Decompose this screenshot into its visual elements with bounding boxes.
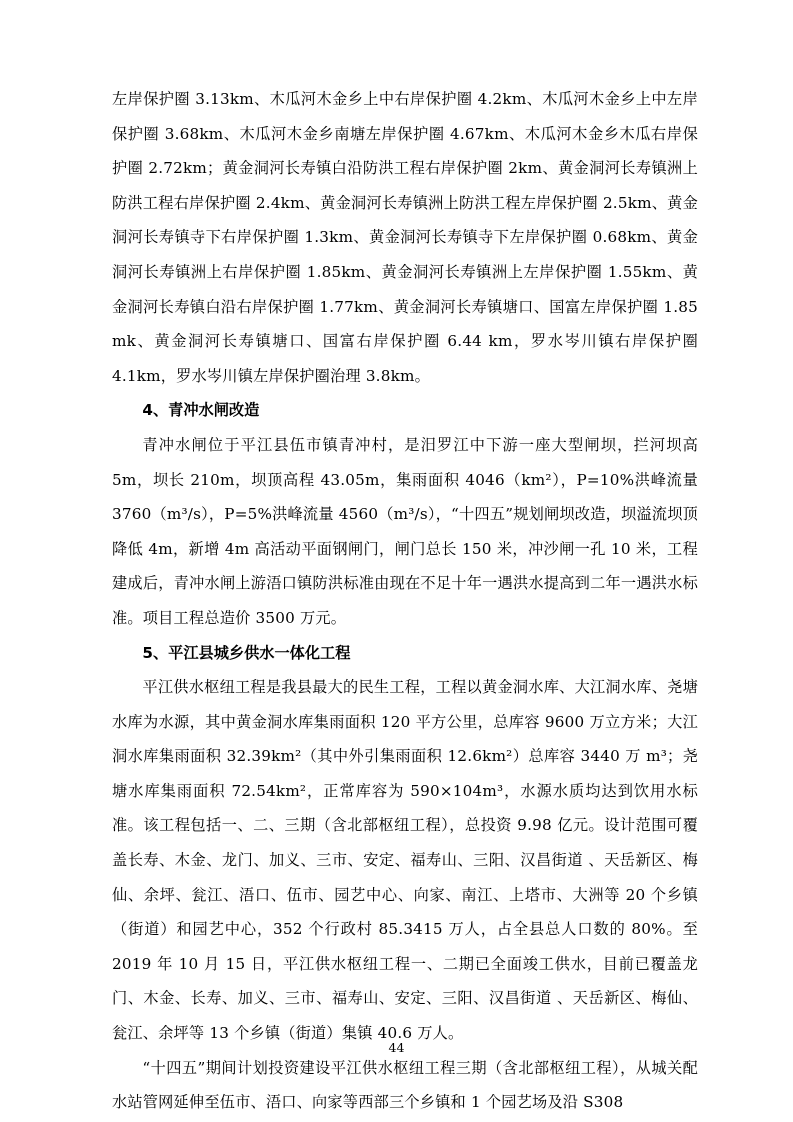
page-number: 44	[388, 1040, 405, 1055]
paragraph-qingchong-sluice-body: 青冲水闸位于平江县伍市镇青冲村，是汨罗江中下游一座大型闸坝，拦河坝高 5m，坝长 210m，坝顶高程 43.05m，集雨面积 4046（km²），P=10%洪峰流量 3760（m³/s），P=5%洪峰流量 4560（m³/s），“十四五”规划闸坝改造，坝溢流坝顶降低 4m，新增 4m 高活动平面钢闸门，闸门总长 150 米，冲沙闸一孔 10 米，工程建成后，青冲水闸上游浯口镇防洪标准由现在不足十年一遇洪水提高到二年一遇洪水标准。项目工程总造价 3500 万元。	[112, 435, 698, 627]
paragraph-water-supply-body-1: 平江供水枢纽工程是我县最大的民生工程，工程以黄金洞水库、大江洞水库、尧塘水库为水源，其中黄金洞水库集雨面积 120 平方公里，总库容 9600 万立方米；大江洞水库集雨面积 32.39km²（其中外引集雨面积 12.6km²）总库容 3440 万 m³；尧塘水库集雨面积 72.54km²，正常库容为 590×104m³，水源水质均达到饮用水标准。该工程包括一、二、三期（含北部枢纽工程），总投资 9.98 亿元。设计范围可覆盖长寿、木金、龙门、加义、三市、安定、福寿山、三阳、汉昌街道 、天岳新区、梅仙、余坪、瓮江、浯口、伍市、园艺中心、向家、南江、上塔市、大洲等 20 个乡镇（街道）和园艺中心，352 个行政村 85.3415 万人，占全县总人口数的 80%。至 2019 年 10 月 15 日，平江供水枢纽工程一、二期已全面竣工供水，目前已覆盖龙门、木金、长寿、加义、三市、福寿山、安定、三阳、汉昌街道 、天岳新区、梅仙、瓮江、余坪等 13 个乡镇（街道）集镇 40.6 万人。	[112, 678, 698, 1043]
page-content	[112, 82, 698, 1120]
heading-qingchong-sluice: 4、青冲水闸改造	[142, 401, 260, 420]
paragraph-water-supply-body-2: “十四五”期间计划投资建设平江供水枢纽工程三期（含北部枢纽工程），从城关配水站管网延伸至伍市、浯口、向家等西部三个乡镇和 1 个园艺场及沿 S308	[112, 1058, 698, 1112]
paragraph-dike-protection-list: 左岸保护圈 3.13km、木瓜河木金乡上中右岸保护圈 4.2km、木瓜河木金乡上中左岸保护圈 3.68km、木瓜河木金乡南塘左岸保护圈 4.67km、木瓜河木金乡木瓜右岸保护圈 2.72km；黄金洞河长寿镇白沿防洪工程右岸保护圈 2km、黄金洞河长寿镇洲上防洪工程右岸保护圈 2.4km、黄金洞河长寿镇洲上防洪工程左岸保护圈 2.5km、黄金洞河长寿镇寺下右岸保护圈 1.3km、黄金洞河长寿镇寺下左岸保护圈 0.68km、黄金洞河长寿镇洲上右岸保护圈 1.85km、黄金洞河长寿镇洲上左岸保护圈 1.55km、黄金洞河长寿镇白沿右岸保护圈 1.77km、黄金洞河长寿镇塘口、国富左岸保护圈 1.85 mk、黄金洞河长寿镇塘口、国富右岸保护圈 6.44 km，罗水岑川镇右岸保护圈 4.1km，罗水岑川镇左岸保护圈治理 3.8km。	[112, 90, 698, 385]
heading-urban-rural-water-supply: 5、平江县城乡供水一体化工程	[142, 643, 351, 662]
